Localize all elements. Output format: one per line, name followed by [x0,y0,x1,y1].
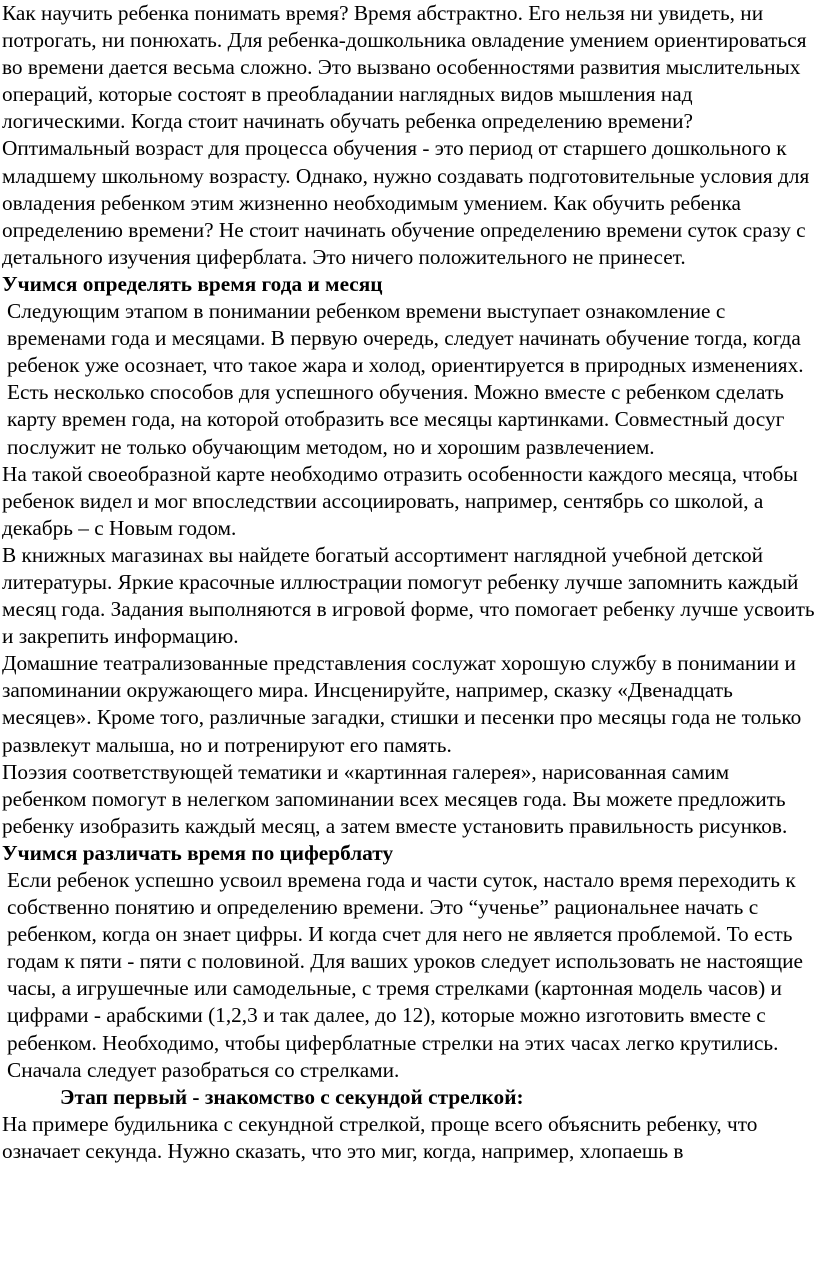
section-heading-clock-face: Учимся различать время по циферблату [2,840,394,865]
seasons-paragraph-3: В книжных магазинах вы найдете богатый ассортимент наглядной учебной детской литературы. Яркие красочные иллюстрации помогут ребенку лучше запомнить каждый месяц года. Задания выполняются в игровой форме, что помогает ребенку лучше усвоить и закрепить информацию. [2,542,815,649]
intro-paragraph: Как научить ребенка понимать время? Время абстрактно. Его нельзя ни увидеть, ни потрогать, ни понюхать. Для ребенка-дошкольника овладение умением ориентироваться во времени дается весьма сложно. Это вызвано особенностями развития мыслительных операций, которые состоят в преобладании наглядных видов мышления над логическими. Когда стоит начинать обучать ребенка определению времени? Оптимальный возраст для процесса обучения - это период от старшего дошкольного к младшему школьному возрасту. Однако, нужно создавать подготовительные условия для овладения ребенком этим жизненно необходимым умением. Как обучить ребенка определению времени? Не стоит начинать обучение определению времени суток сразу с детального изучения циферблата. Это ничего положительного не принесет. [2,1,810,269]
stage-one-heading: Этап первый - знакомство с секундой стрелкой: [60,1084,524,1109]
seasons-paragraph-2: На такой своеобразной карте необходимо отразить особенности каждого месяца, чтобы ребенок видел и мог впоследствии ассоциировать, например, сентябрь со школой, а декабрь – с Новым годом. [2,461,798,540]
seasons-paragraph-5: Поэзия соответствующей тематики и «картинная галерея», нарисованная самим ребенком помогут в нелегком запоминании всех месяцев года. Вы можете предложить ребенку изобразить каждый месяц, а затем вместе установить правильность рисунков. [2,759,788,838]
section-heading-seasons-months: Учимся определять время года и месяц [2,271,383,296]
stage-one-paragraph: На примере будильника с секундной стрелкой, проще всего объяснить ребенку, что означает секунда. Нужно сказать, что это миг, когда, например, хлопаешь в [2,1111,758,1163]
seasons-paragraph-1: Следующим этапом в понимании ребенком времени выступает ознакомление с временами года и месяцами. В первую очередь, следует начинать обучение тогда, когда ребенок уже осознает, что такое жара и холод, ориентируется в природных изменениях. Есть несколько способов для успешного обучения. Можно вместе с ребенком сделать карту времен года, на которой отобразить все месяцы картинками. Совместный досуг послужит не только обучающим методом, но и хорошим развлечением. [7,299,804,459]
clock-paragraph-1: Если ребенок успешно усвоил времена года и части суток, настало время переходить к собственно понятию и определению времени. Это “ученье” рациональнее начать с ребенком, когда он знает цифры. И когда счет для него не является проблемой. То есть годам к пяти - пяти с половиной. Для ваших уроков следует использовать не настоящие часы, а игрушечные или самодельные, с тремя стрелками (картонная модель часов) и цифрами - арабскими (1,2,3 и так далее, до 12), которые можно изготовить вместе с ребенком. Необходимо, чтобы циферблатные стрелки на этих часах легко крутились. Сначала следует разобраться со стрелками. [7,868,803,1082]
seasons-paragraph-4: Домашние театрализованные представления сослужат хорошую службу в понимании и запоминании окружающего мира. Инсценируйте, например, сказку «Двенадцать месяцев». Кроме того, различные загадки, стишки и песенки про месяцы года не только развлекут малыша, но и потренируют его память. [2,651,802,757]
